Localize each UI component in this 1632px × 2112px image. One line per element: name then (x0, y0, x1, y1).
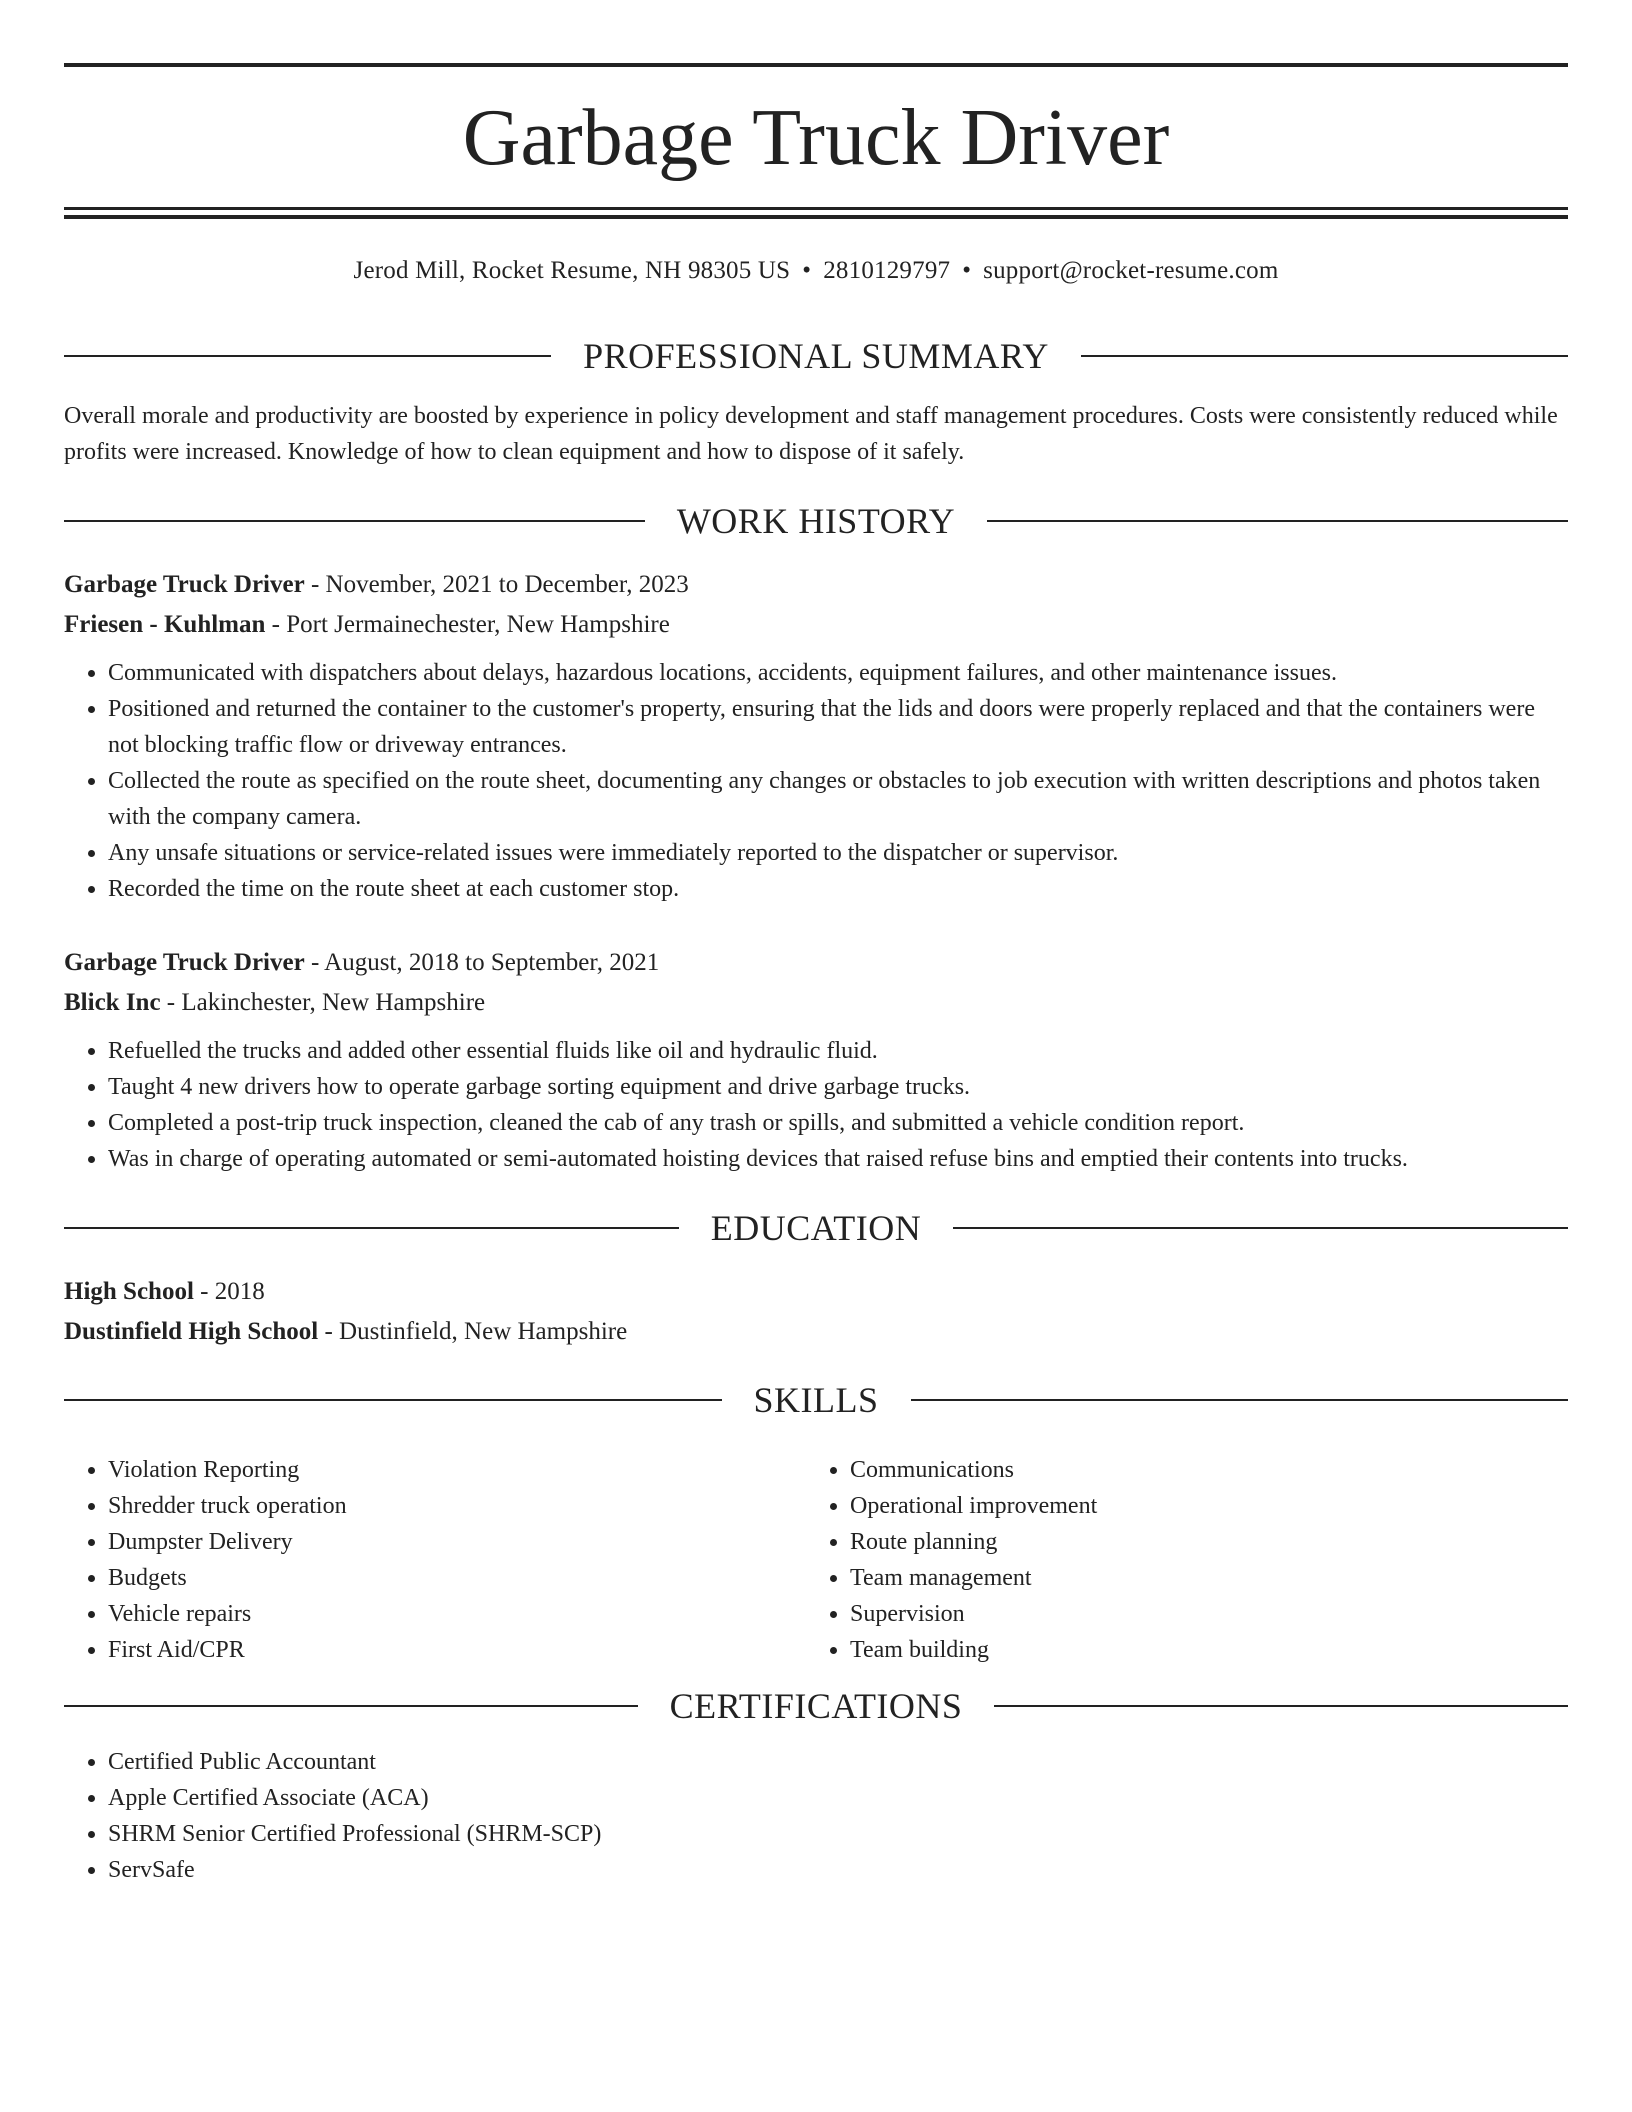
section-heading-education (64, 1206, 1568, 1250)
list-item: • Was in charge of operating automated or semi-automated hoisting devices that raised refuse bins and emptied their contents into trucks. (108, 1141, 1568, 1177)
list-item: • Recorded the time on the route sheet at each customer stop. (108, 871, 1568, 907)
title-rule-lower (64, 215, 1568, 219)
list-item: • Collected the route as specified on the route sheet, documenting any changes or obstacles to job execution with written descriptions and photos taken with the company camera. (108, 763, 1568, 835)
section-title: CERTIFICATIONS (669, 1686, 963, 1726)
certifications-list (64, 1744, 1568, 1888)
list-item: • SHRM Senior Certified Professional (SHRM-SCP) (108, 1816, 1568, 1852)
list-item: • ServSafe (108, 1852, 1568, 1888)
job-dates: - November, 2021 to December, 2023 (304, 571, 689, 598)
section-title: EDUCATION (710, 1208, 922, 1248)
education-year: - 2018 (193, 1278, 265, 1305)
job-entry (64, 943, 1568, 1177)
skills-list (806, 1452, 1548, 1668)
job-company-line (64, 605, 1568, 645)
heading-rule (987, 520, 1568, 522)
top-rule (64, 63, 1568, 67)
section-heading-certifications (64, 1684, 1568, 1728)
heading-rule (64, 1705, 638, 1707)
list-item: • Dumpster Delivery (108, 1524, 806, 1560)
contact-email: support@rocket-resume.com (983, 257, 1279, 284)
resume-title: Garbage Truck Driver (462, 94, 1170, 182)
heading-rule (911, 1399, 1569, 1401)
heading-rule (64, 1227, 679, 1229)
list-item: • Taught 4 new drivers how to operate garbage sorting equipment and drive garbage trucks. (108, 1069, 1568, 1105)
contact-phone: 2810129797 (823, 257, 951, 284)
section-heading-work-history (64, 499, 1568, 543)
section-title: WORK HISTORY (676, 501, 956, 541)
section-heading-skills (64, 1378, 1568, 1422)
section-title: SKILLS (753, 1380, 879, 1420)
education-entry (64, 1272, 1568, 1352)
job-company: Blick Inc (64, 989, 161, 1016)
contact-separator: • (802, 257, 812, 284)
contact-address: Jerod Mill, Rocket Resume, NH 98305 US (353, 257, 791, 284)
education-school: Dustinfield High School (64, 1318, 319, 1345)
heading-rule (64, 1399, 722, 1401)
job-title: Garbage Truck Driver (64, 949, 305, 976)
list-item: • Team management (850, 1560, 1548, 1596)
education-degree: High School (64, 1278, 194, 1305)
skills-list (64, 1452, 806, 1668)
list-item: • Team building (850, 1632, 1548, 1668)
list-item: • Communicated with dispatchers about delays, hazardous locations, accidents, equipment failures, and other maintenance issues. (108, 655, 1568, 691)
list-item: • Apple Certified Associate (ACA) (108, 1780, 1568, 1816)
list-item: • Operational improvement (850, 1488, 1548, 1524)
list-item: • Budgets (108, 1560, 806, 1596)
job-location: - Port Jermainechester, New Hampshire (265, 611, 670, 638)
list-item: • Communications (850, 1452, 1548, 1488)
list-item: • Route planning (850, 1524, 1548, 1560)
list-item: • Positioned and returned the container to the customer's property, ensuring that the lids and doors were properly replaced and that the containers were not blocking traffic flow or driveway entrances. (108, 691, 1568, 763)
list-item: • Shredder truck operation (108, 1488, 806, 1524)
job-company: Friesen - Kuhlman (64, 611, 266, 638)
list-item: • Supervision (850, 1596, 1548, 1632)
heading-rule (64, 520, 645, 522)
job-company-line (64, 983, 1568, 1023)
heading-rule (994, 1705, 1568, 1707)
job-bullets (64, 655, 1568, 907)
list-item: • Certified Public Accountant (108, 1744, 1568, 1780)
job-entry (64, 565, 1568, 907)
education-location: - Dustinfield, New Hampshire (318, 1318, 628, 1345)
job-title-line (64, 565, 1568, 605)
heading-rule (1081, 355, 1568, 357)
heading-rule (64, 355, 551, 357)
skills-column-right (806, 1452, 1548, 1668)
list-item: • Vehicle repairs (108, 1596, 806, 1632)
contact-separator: • (962, 257, 972, 284)
section-title: PROFESSIONAL SUMMARY (583, 336, 1049, 376)
job-dates: - August, 2018 to September, 2021 (304, 949, 660, 976)
heading-rule (953, 1227, 1568, 1229)
education-school-line (64, 1312, 1568, 1352)
job-bullets (64, 1033, 1568, 1177)
education-degree-line (64, 1272, 1568, 1312)
skills-columns (64, 1452, 1568, 1668)
job-title: Garbage Truck Driver (64, 571, 305, 598)
contact-line (64, 254, 1568, 288)
skills-column-left (64, 1452, 806, 1668)
list-item: • Violation Reporting (108, 1452, 806, 1488)
certifications-block (64, 1744, 1568, 1888)
title-rule-upper (64, 207, 1568, 210)
section-heading-summary (64, 334, 1568, 378)
list-item: • Completed a post-trip truck inspection, cleaned the cab of any trash or spills, and submitted a vehicle condition report. (108, 1105, 1568, 1141)
list-item: • First Aid/CPR (108, 1632, 806, 1668)
list-item: • Any unsafe situations or service-related issues were immediately reported to the dispatcher or supervisor. (108, 835, 1568, 871)
job-location: - Lakinchester, New Hampshire (160, 989, 486, 1016)
summary-text: Overall morale and productivity are boosted by experience in policy development and staff management procedures. Costs were consistently reduced while profits were increased. Knowledge of how to clean equipment and how to dispose of it safely. (64, 403, 1558, 465)
job-title-line (64, 943, 1568, 983)
list-item: • Refuelled the trucks and added other essential fluids like oil and hydraulic fluid. (108, 1033, 1568, 1069)
